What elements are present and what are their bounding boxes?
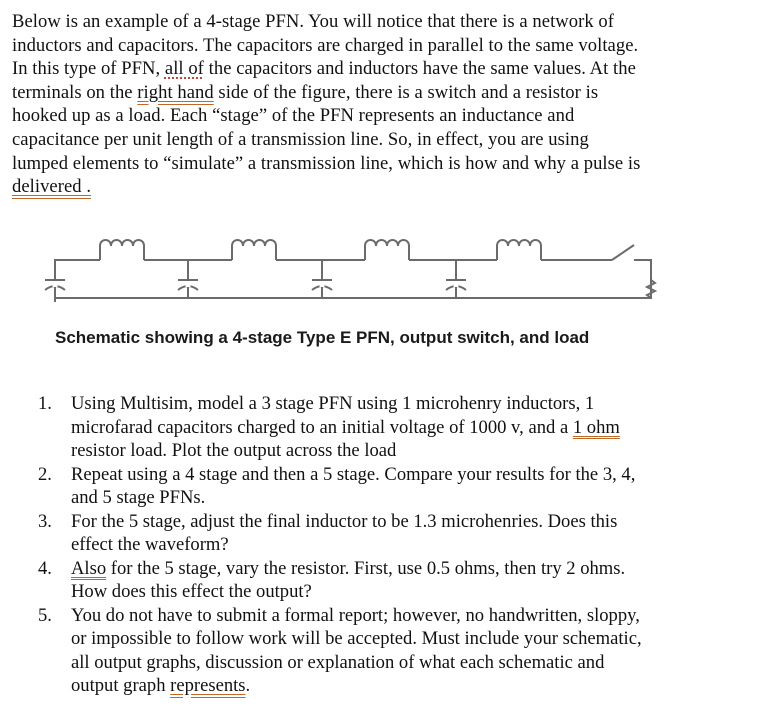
grammar-flag[interactable]: represents [170, 675, 246, 696]
list-number: 5. [38, 604, 52, 626]
intro-line: capacitance per unit length of a transmission line. So, in effect, you are using [12, 128, 589, 150]
text-run: side of the figure, there is a switch and a resistor is [213, 81, 599, 103]
pfn-schematic [40, 230, 680, 330]
task-line: effect the waveform? [71, 534, 229, 555]
task-line: resistor load. Plot the output across the load [71, 440, 397, 461]
grammar-flag[interactable]: Also [71, 557, 107, 579]
switch-icon [612, 245, 634, 260]
text-run: . [245, 675, 251, 696]
list-number: 3. [38, 510, 52, 532]
task-line [71, 416, 758, 440]
task-list [38, 392, 758, 698]
text-run: for the 5 stage, vary the resistor. First, use 0.5 ohms, then try 2 ohms. [106, 557, 626, 579]
task-line: all output graphs, discussion or explanation of what each schematic and [71, 651, 605, 673]
task-line: Repeat using a 4 stage and then a 5 stage. Compare your results for the 3, 4, [71, 463, 636, 485]
task-item [38, 557, 758, 604]
inductor-icon [497, 240, 541, 260]
list-number: 1. [38, 393, 52, 414]
list-number: 4. [38, 557, 52, 579]
grammar-flag[interactable]: delivered . [12, 176, 92, 198]
intro-line: Below is an example of a 4-stage PFN. You will notice that there is a network of [12, 11, 614, 32]
task-item [38, 392, 758, 463]
inductor-icon [232, 240, 276, 260]
task-line: For the 5 stage, adjust the final inductor to be 1.3 microhenries. Does this [71, 510, 618, 532]
intro-line [12, 57, 752, 81]
text-run: microfarad capacitors charged to an initial voltage of 1000 v, and a [71, 416, 573, 438]
task-item [38, 510, 758, 557]
grammar-flag[interactable]: right hand [137, 81, 214, 103]
intro-line: lumped elements to “simulate” a transmission line, which is how and why a pulse is [12, 152, 641, 174]
task-line: Using Multisim, model a 3 stage PFN using 1 microhenry inductors, 1 [71, 393, 595, 414]
intro-paragraph [12, 10, 752, 199]
task-line: How does this effect the output? [71, 581, 312, 602]
task-item [38, 604, 758, 698]
capacitor-icon [45, 260, 65, 302]
intro-line [12, 81, 752, 105]
inductor-icon [365, 240, 409, 260]
text-run: terminals on the [12, 81, 138, 103]
task-line [71, 557, 758, 581]
inductor-icon [100, 240, 144, 260]
task-line: and 5 stage PFNs. [71, 487, 206, 508]
intro-line: inductors and capacitors. The capacitors are charged in parallel to the same voltage. [12, 34, 639, 56]
capacitor-icon [446, 260, 466, 298]
capacitor-icon [312, 260, 332, 298]
capacitor-icon [178, 260, 198, 298]
task-line: or impossible to follow work will be accepted. Must include your schematic, [71, 628, 642, 649]
text-run: output graph [71, 675, 171, 696]
intro-line: hooked up as a load. Each “stage” of the PFN represents an inductance and [12, 105, 575, 127]
text-run: In this type of PFN, [12, 58, 165, 80]
text-run: the capacitors and inductors have the same values. At the [203, 58, 636, 80]
list-number: 2. [38, 463, 52, 485]
task-line [71, 674, 758, 698]
task-item [38, 463, 758, 510]
grammar-flag[interactable]: all of [164, 58, 204, 80]
intro-line [12, 175, 752, 199]
task-line: You do not have to submit a formal report; however, no handwritten, sloppy, [71, 604, 640, 626]
grammar-flag[interactable]: 1 ohm [572, 416, 620, 438]
figure-caption: Schematic showing a 4-stage Type E PFN, output switch, and load [55, 328, 590, 347]
